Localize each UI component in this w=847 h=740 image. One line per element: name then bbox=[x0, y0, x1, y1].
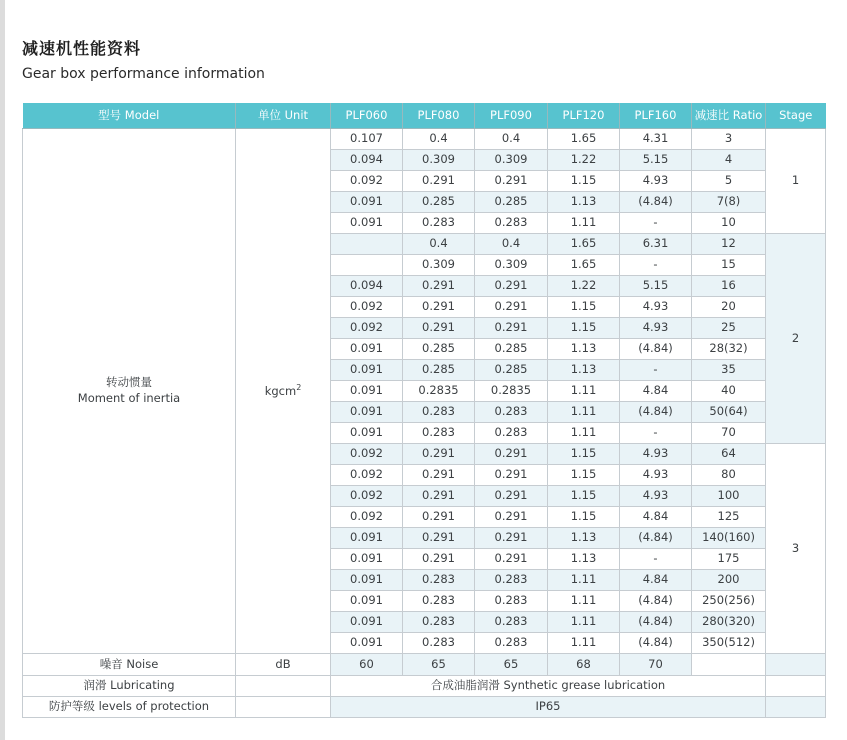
value-cell: 1.11 bbox=[548, 590, 620, 611]
value-cell: 0.091 bbox=[331, 338, 403, 359]
value-cell: 0.4 bbox=[403, 233, 475, 254]
ratio-cell: 80 bbox=[692, 464, 766, 485]
value-cell: 1.15 bbox=[548, 464, 620, 485]
page-edge-shadow bbox=[0, 0, 5, 740]
column-header-plf160: PLF160 bbox=[620, 103, 692, 128]
value-cell: 1.65 bbox=[548, 128, 620, 149]
ratio-cell: 140(160) bbox=[692, 527, 766, 548]
protection-value: IP65 bbox=[331, 696, 766, 717]
noise-row bbox=[23, 653, 826, 675]
value-cell: 0.091 bbox=[331, 401, 403, 422]
value-cell: 0.309 bbox=[475, 254, 548, 275]
value-cell: (4.84) bbox=[620, 590, 692, 611]
value-cell: 0.092 bbox=[331, 443, 403, 464]
value-cell: 0.291 bbox=[475, 527, 548, 548]
noise-value: 65 bbox=[403, 653, 475, 675]
ratio-cell: 70 bbox=[692, 422, 766, 443]
value-cell: 0.291 bbox=[475, 275, 548, 296]
value-cell: 0.091 bbox=[331, 212, 403, 233]
noise-value: 70 bbox=[620, 653, 692, 675]
value-cell: (4.84) bbox=[620, 401, 692, 422]
value-cell: 0.107 bbox=[331, 128, 403, 149]
value-cell: 4.93 bbox=[620, 296, 692, 317]
value-cell: 0.091 bbox=[331, 422, 403, 443]
value-cell: 0.091 bbox=[331, 191, 403, 212]
value-cell: 1.13 bbox=[548, 191, 620, 212]
value-cell: 0.283 bbox=[403, 212, 475, 233]
noise-ratio-cell bbox=[692, 653, 766, 675]
value-cell: 0.283 bbox=[403, 590, 475, 611]
value-cell: 1.11 bbox=[548, 212, 620, 233]
value-cell: 0.283 bbox=[475, 611, 548, 632]
value-cell: 0.291 bbox=[403, 548, 475, 569]
column-header-ratio: 减速比 Ratio bbox=[692, 103, 766, 128]
value-cell: 4.93 bbox=[620, 485, 692, 506]
value-cell: 4.31 bbox=[620, 128, 692, 149]
value-cell: 0.291 bbox=[403, 275, 475, 296]
value-cell: 0.092 bbox=[331, 506, 403, 527]
value-cell: 0.091 bbox=[331, 548, 403, 569]
ratio-cell: 25 bbox=[692, 317, 766, 338]
lubricating-row bbox=[23, 675, 826, 696]
value-cell: (4.84) bbox=[620, 338, 692, 359]
ratio-cell: 4 bbox=[692, 149, 766, 170]
value-cell: (4.84) bbox=[620, 191, 692, 212]
ratio-cell: 3 bbox=[692, 128, 766, 149]
page-subtitle: Gear box performance information bbox=[22, 66, 265, 82]
value-cell: 1.65 bbox=[548, 254, 620, 275]
value-cell: 0.092 bbox=[331, 170, 403, 191]
value-cell: 1.13 bbox=[548, 359, 620, 380]
value-cell: 1.22 bbox=[548, 149, 620, 170]
value-cell: 0.291 bbox=[403, 506, 475, 527]
value-cell: 0.283 bbox=[475, 422, 548, 443]
value-cell: 5.15 bbox=[620, 149, 692, 170]
value-cell: 1.15 bbox=[548, 506, 620, 527]
value-cell: 0.4 bbox=[403, 128, 475, 149]
ratio-cell: 350(512) bbox=[692, 632, 766, 653]
value-cell: 4.84 bbox=[620, 380, 692, 401]
ratio-cell: 64 bbox=[692, 443, 766, 464]
unit-exponent: 2 bbox=[296, 382, 302, 392]
value-cell: 0.283 bbox=[403, 569, 475, 590]
value-cell: 1.13 bbox=[548, 548, 620, 569]
protection-unit bbox=[236, 696, 331, 717]
value-cell: 1.11 bbox=[548, 401, 620, 422]
value-cell: 0.283 bbox=[403, 632, 475, 653]
value-cell: 1.15 bbox=[548, 443, 620, 464]
ratio-cell: 200 bbox=[692, 569, 766, 590]
value-cell: 0.291 bbox=[403, 443, 475, 464]
noise-value: 65 bbox=[475, 653, 548, 675]
column-header-unit: 单位 Unit bbox=[236, 103, 331, 128]
inertia-tbody bbox=[23, 128, 826, 717]
value-cell: 4.84 bbox=[620, 506, 692, 527]
value-cell: 0.291 bbox=[403, 485, 475, 506]
value-cell: 1.15 bbox=[548, 170, 620, 191]
header-row bbox=[23, 103, 826, 128]
value-cell: 0.291 bbox=[475, 464, 548, 485]
value-cell: 0.285 bbox=[475, 359, 548, 380]
value-cell: 0.2835 bbox=[403, 380, 475, 401]
ratio-cell: 12 bbox=[692, 233, 766, 254]
value-cell: 0.091 bbox=[331, 590, 403, 611]
lubricating-unit bbox=[236, 675, 331, 696]
value-cell: 0.4 bbox=[475, 128, 548, 149]
value-cell: 0.283 bbox=[475, 401, 548, 422]
value-cell: 0.309 bbox=[403, 254, 475, 275]
value-cell: 1.11 bbox=[548, 380, 620, 401]
ratio-cell: 10 bbox=[692, 212, 766, 233]
value-cell: 0.285 bbox=[475, 338, 548, 359]
value-cell: 0.291 bbox=[475, 506, 548, 527]
value-cell: 0.094 bbox=[331, 275, 403, 296]
value-cell: 0.291 bbox=[403, 527, 475, 548]
value-cell: 0.092 bbox=[331, 485, 403, 506]
value-cell: 0.291 bbox=[475, 485, 548, 506]
value-cell: 0.283 bbox=[403, 422, 475, 443]
ratio-cell: 100 bbox=[692, 485, 766, 506]
value-cell: 1.11 bbox=[548, 422, 620, 443]
value-cell: - bbox=[620, 212, 692, 233]
lubricating-label: 润滑 Lubricating bbox=[23, 675, 236, 696]
ratio-cell: 175 bbox=[692, 548, 766, 569]
ratio-cell: 16 bbox=[692, 275, 766, 296]
value-cell: 0.291 bbox=[475, 548, 548, 569]
value-cell: 0.291 bbox=[475, 170, 548, 191]
value-cell: 0.092 bbox=[331, 317, 403, 338]
ratio-cell: 7(8) bbox=[692, 191, 766, 212]
value-cell: 0.2835 bbox=[475, 380, 548, 401]
value-cell: 4.93 bbox=[620, 464, 692, 485]
ratio-cell: 20 bbox=[692, 296, 766, 317]
value-cell: 0.092 bbox=[331, 296, 403, 317]
ratio-cell: 125 bbox=[692, 506, 766, 527]
value-cell: 0.091 bbox=[331, 380, 403, 401]
value-cell: 4.93 bbox=[620, 170, 692, 191]
value-cell: - bbox=[620, 254, 692, 275]
value-cell: 0.291 bbox=[475, 296, 548, 317]
value-cell: 0.291 bbox=[403, 317, 475, 338]
value-cell: 0.309 bbox=[403, 149, 475, 170]
value-cell: 1.11 bbox=[548, 611, 620, 632]
performance-table bbox=[22, 103, 826, 718]
inertia-label-en: Moment of inertia bbox=[77, 391, 181, 405]
value-cell: 0.283 bbox=[475, 632, 548, 653]
column-header-plf120: PLF120 bbox=[548, 103, 620, 128]
value-cell: 0.285 bbox=[475, 191, 548, 212]
page-title: 减速机性能资料 bbox=[22, 39, 142, 58]
value-cell: 5.15 bbox=[620, 275, 692, 296]
value-cell: 1.13 bbox=[548, 338, 620, 359]
value-cell: 0.285 bbox=[403, 338, 475, 359]
value-cell: (4.84) bbox=[620, 611, 692, 632]
value-cell: 0.091 bbox=[331, 359, 403, 380]
noise-unit: dB bbox=[236, 653, 331, 675]
value-cell: 0.291 bbox=[403, 464, 475, 485]
ratio-cell: 40 bbox=[692, 380, 766, 401]
protection-label: 防护等级 levels of protection bbox=[23, 696, 236, 717]
value-cell: 0.285 bbox=[403, 359, 475, 380]
lubricating-value: 合成油脂润滑 Synthetic grease lubrication bbox=[331, 675, 766, 696]
value-cell bbox=[331, 254, 403, 275]
value-cell: 0.291 bbox=[403, 170, 475, 191]
ratio-cell: 35 bbox=[692, 359, 766, 380]
value-cell: 1.15 bbox=[548, 485, 620, 506]
value-cell: 0.094 bbox=[331, 149, 403, 170]
value-cell: 1.65 bbox=[548, 233, 620, 254]
value-cell: 0.291 bbox=[475, 317, 548, 338]
stage-cell: 2 bbox=[766, 233, 826, 443]
protection-stage-cell bbox=[766, 696, 826, 717]
value-cell: 0.291 bbox=[403, 296, 475, 317]
noise-label: 噪音 Noise bbox=[23, 653, 236, 675]
protection-row bbox=[23, 696, 826, 717]
value-cell: 0.091 bbox=[331, 527, 403, 548]
ratio-cell: 15 bbox=[692, 254, 766, 275]
value-cell: - bbox=[620, 548, 692, 569]
value-cell: 1.11 bbox=[548, 632, 620, 653]
value-cell: 1.15 bbox=[548, 317, 620, 338]
value-cell: 0.283 bbox=[403, 401, 475, 422]
value-cell: 0.4 bbox=[475, 233, 548, 254]
value-cell: 0.283 bbox=[403, 611, 475, 632]
value-cell: (4.84) bbox=[620, 527, 692, 548]
value-cell: (4.84) bbox=[620, 632, 692, 653]
column-header-plf090: PLF090 bbox=[475, 103, 548, 128]
column-header-stage: Stage bbox=[766, 103, 826, 128]
value-cell: 4.84 bbox=[620, 569, 692, 590]
value-cell: 0.091 bbox=[331, 632, 403, 653]
value-cell: 0.291 bbox=[475, 443, 548, 464]
noise-value: 60 bbox=[331, 653, 403, 675]
lubricating-stage-cell bbox=[766, 675, 826, 696]
value-cell: 1.15 bbox=[548, 296, 620, 317]
value-cell: 1.22 bbox=[548, 275, 620, 296]
value-cell: 0.092 bbox=[331, 464, 403, 485]
value-cell: 0.091 bbox=[331, 611, 403, 632]
value-cell: - bbox=[620, 359, 692, 380]
inertia-label bbox=[23, 128, 236, 653]
value-cell: 0.283 bbox=[475, 590, 548, 611]
value-cell bbox=[331, 233, 403, 254]
value-cell: 4.93 bbox=[620, 443, 692, 464]
title-block bbox=[22, 36, 265, 82]
ratio-cell: 250(256) bbox=[692, 590, 766, 611]
ratio-cell: 28(32) bbox=[692, 338, 766, 359]
value-cell: 0.091 bbox=[331, 569, 403, 590]
inertia-unit: kgcm$^2$ bbox=[236, 128, 331, 653]
noise-value: 68 bbox=[548, 653, 620, 675]
value-cell: 0.285 bbox=[403, 191, 475, 212]
ratio-cell: 280(320) bbox=[692, 611, 766, 632]
value-cell: - bbox=[620, 422, 692, 443]
ratio-cell: 5 bbox=[692, 170, 766, 191]
stage-cell: 3 bbox=[766, 443, 826, 653]
column-header-model: 型号 Model bbox=[23, 103, 236, 128]
stage-cell: 1 bbox=[766, 128, 826, 233]
value-cell: 6.31 bbox=[620, 233, 692, 254]
column-header-plf060: PLF060 bbox=[331, 103, 403, 128]
inertia-row bbox=[23, 128, 826, 149]
value-cell: 4.93 bbox=[620, 317, 692, 338]
value-cell: 1.11 bbox=[548, 569, 620, 590]
inertia-label-zh: 转动惯量 bbox=[106, 375, 152, 390]
value-cell: 0.283 bbox=[475, 212, 548, 233]
noise-stage-cell bbox=[766, 653, 826, 675]
column-header-plf080: PLF080 bbox=[403, 103, 475, 128]
ratio-cell: 50(64) bbox=[692, 401, 766, 422]
value-cell: 1.13 bbox=[548, 527, 620, 548]
value-cell: 0.309 bbox=[475, 149, 548, 170]
value-cell: 0.283 bbox=[475, 569, 548, 590]
